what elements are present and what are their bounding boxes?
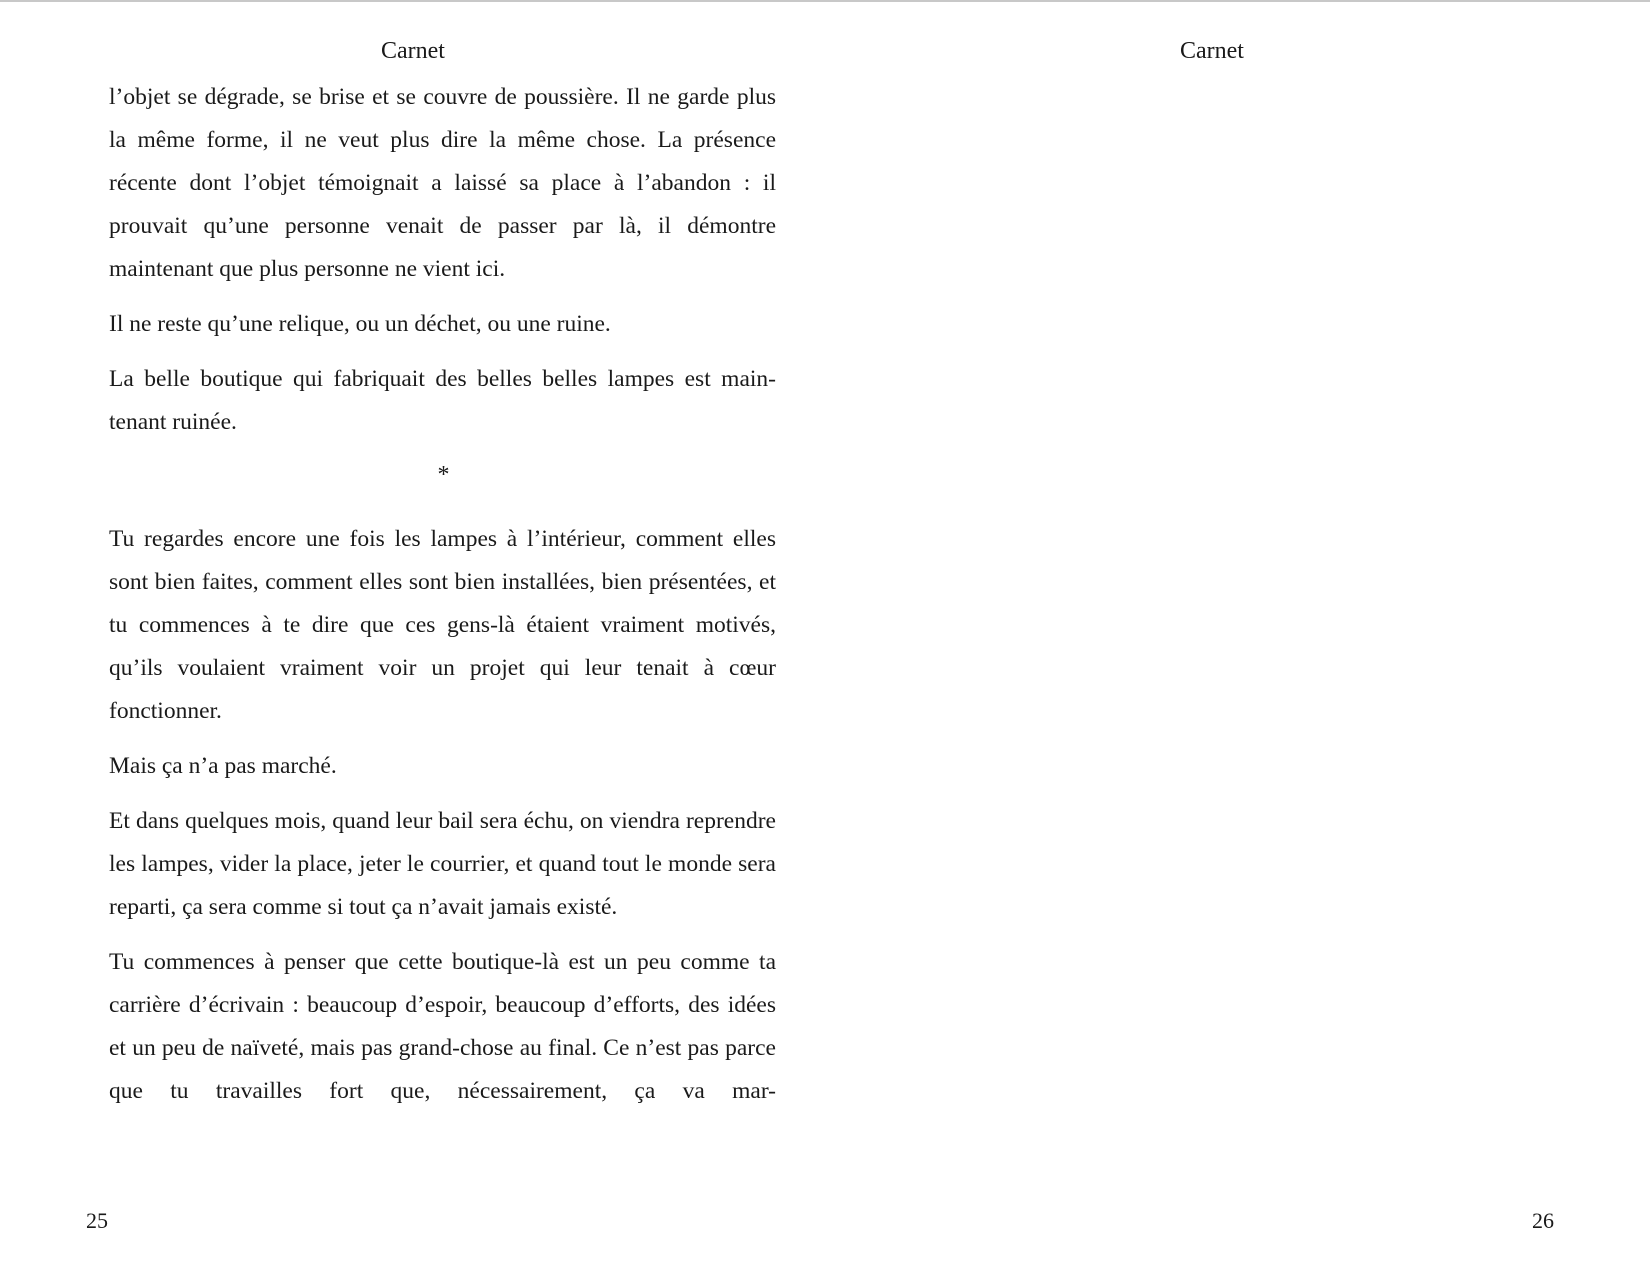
paragraph-7: Tu commences à penser que cette boutique-là est un peu comme ta carrière d’écrivain : beaucoup d’espoir, beaucoup d’efforts, des idées et un peu de naïveté, mais pas grand-chose au final. Ce n’est pas parce que tu travailles fort que, nécessairement, ça va mar- [109,949,776,1104]
running-head-left: Carnet [381,38,445,64]
page-number-right: 26 [1532,1208,1554,1233]
section-separator: * [437,462,450,488]
paragraph-2: Il ne reste qu’une relique, ou un déchet, ou une ruine. [109,311,611,337]
page-number-left: 25 [86,1208,108,1233]
running-head-right: Carnet [1180,38,1244,64]
paragraph-5: Mais ça n’a pas marché. [109,753,337,779]
paragraph-4: Tu regardes encore une fois les lampes à l’intérieur, comment elles sont bien faites, comment elles sont bien installées, bien présentées, et tu commences à te dire que ces gens-là étaient vraiment motivés, qu’ils voulaient vraiment voir un projet qui leur tenait à cœur fonctionner. [109,526,776,724]
right-page [825,0,1650,1275]
left-page-body [109,76,776,1113]
paragraph-3: La belle boutique qui fabriquait des belles belles lampes est maintenant ruinée. [109,366,776,435]
paragraph-1: l’objet se dégrade, se brise et se couvre de poussière. Il ne garde plus la même forme, il ne veut plus dire la même chose. La présence récente dont l’objet témoignait a laissé sa place à l’abandon : il prouvait qu’une personne venait de passer par là, il démontre maintenant que plus personne ne vient ici. [109,84,776,282]
paragraph-6: Et dans quelques mois, quand leur bail sera échu, on viendra reprendre les lampes, vider la place, jeter le courrier, et quand tout le monde sera reparti, ça sera comme si tout ça n’avait jamais existé. [109,808,776,920]
